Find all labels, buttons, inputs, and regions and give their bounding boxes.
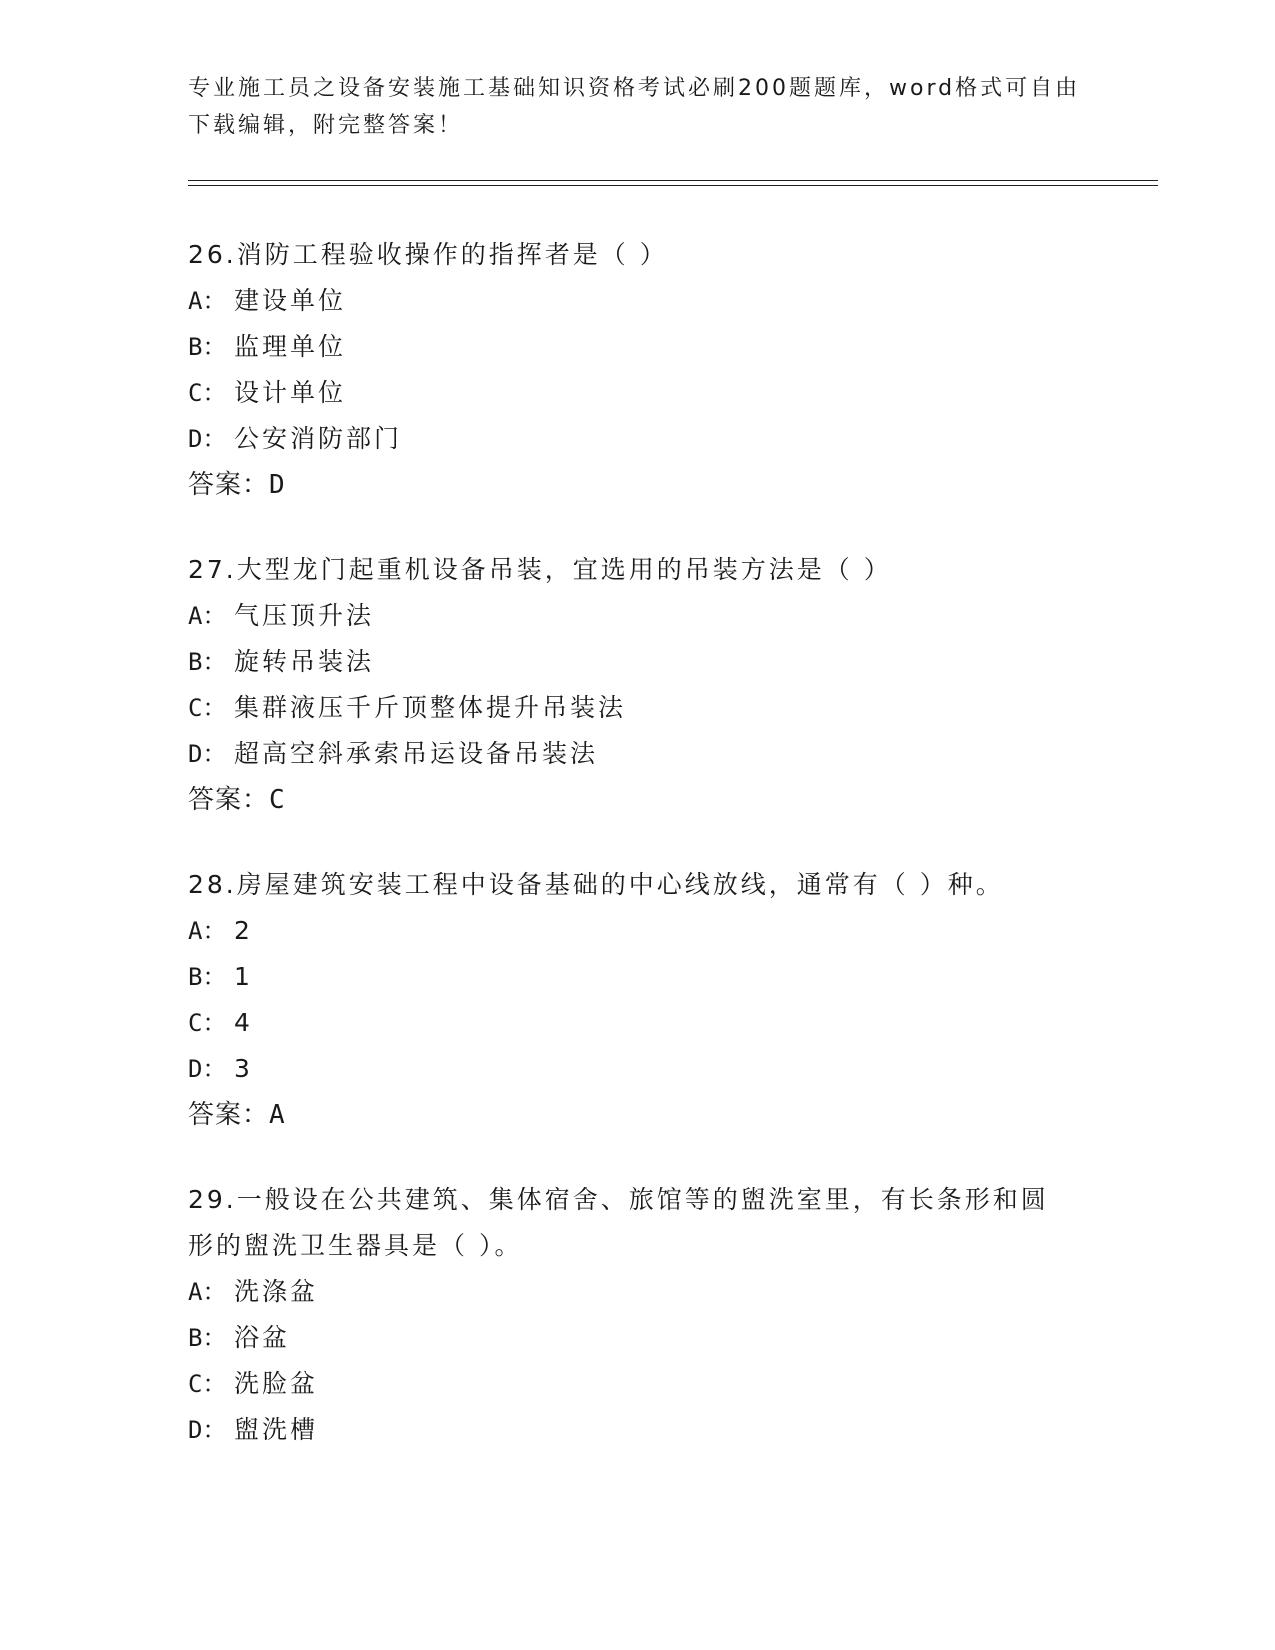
option-letter: C： (188, 1009, 227, 1037)
option-d (188, 731, 1088, 777)
option-c (188, 370, 1088, 416)
option-d (188, 1046, 1088, 1092)
option-letter: B： (188, 1324, 227, 1352)
option-text: 监理单位 (234, 332, 347, 361)
answer-value: C (269, 785, 286, 815)
option-b (188, 954, 1088, 1000)
answer-label: 答案： (188, 1100, 270, 1130)
option-a (188, 908, 1088, 954)
option-text: 4 (234, 1008, 253, 1037)
option-text: 洗脸盆 (234, 1369, 319, 1398)
option-letter: A： (188, 602, 227, 630)
option-letter: D： (188, 1416, 227, 1444)
option-a (188, 593, 1088, 639)
option-text: 洗涤盆 (234, 1277, 319, 1306)
option-letter: B： (188, 333, 227, 361)
question-stem: 27.大型龙门起重机设备吊装，宜选用的吊装方法是（ ） (188, 555, 892, 584)
option-text: 公安消防部门 (234, 424, 403, 453)
option-c (188, 1361, 1068, 1407)
option-text: 1 (234, 962, 253, 991)
option-b (188, 639, 1088, 685)
option-text: 气压顶升法 (234, 601, 375, 630)
option-d (188, 1407, 1068, 1453)
answer-label: 答案： (188, 470, 270, 500)
option-c (188, 1000, 1088, 1046)
option-letter: A： (188, 917, 227, 945)
question-stem: 26.消防工程验收操作的指挥者是（ ） (188, 240, 668, 269)
answer-label: 答案： (188, 785, 270, 815)
option-letter: A： (188, 287, 227, 315)
header-rule-bottom (188, 185, 1158, 186)
option-letter: D： (188, 740, 227, 768)
answer-value: D (269, 470, 286, 500)
question-27 (188, 547, 1088, 823)
option-b (188, 1315, 1068, 1361)
header-rule-top (188, 180, 1158, 181)
option-text: 2 (234, 916, 253, 945)
answer-value: A (269, 1100, 286, 1130)
option-letter: C： (188, 694, 227, 722)
option-text: 集群液压千斤顶整体提升吊装法 (234, 693, 627, 722)
option-letter: D： (188, 1055, 227, 1083)
option-text: 盥洗槽 (234, 1415, 319, 1444)
option-text: 设计单位 (234, 378, 347, 407)
question-28 (188, 862, 1088, 1138)
option-a (188, 278, 1088, 324)
question-stem: 28.房屋建筑安装工程中设备基础的中心线放线，通常有（ ）种。 (188, 870, 1004, 899)
option-text: 浴盆 (234, 1323, 291, 1352)
option-text: 建设单位 (234, 286, 347, 315)
document-header: 专业施工员之设备安装施工基础知识资格考试必刷200题题库，word格式可自由下载编辑，附完整答案！ (188, 76, 1081, 138)
option-letter: A： (188, 1278, 227, 1306)
option-c (188, 685, 1088, 731)
option-text: 旋转吊装法 (234, 647, 375, 676)
option-a (188, 1269, 1068, 1315)
option-letter: B： (188, 963, 227, 991)
answer-line (188, 462, 1088, 508)
option-b (188, 324, 1088, 370)
option-text: 3 (234, 1054, 253, 1083)
option-letter: C： (188, 1370, 227, 1398)
answer-line (188, 1092, 1088, 1138)
option-letter: C： (188, 379, 227, 407)
question-stem: 29.一般设在公共建筑、集体宿舍、旅馆等的盥洗室里，有长条形和圆形的盥洗卫生器具是（ ）。 (188, 1185, 1049, 1260)
answer-line (188, 777, 1088, 823)
option-letter: D： (188, 425, 227, 453)
option-text: 超高空斜承索吊运设备吊装法 (234, 739, 599, 768)
question-26 (188, 232, 1088, 508)
question-29 (188, 1177, 1068, 1453)
option-d (188, 416, 1088, 462)
option-letter: B： (188, 648, 227, 676)
